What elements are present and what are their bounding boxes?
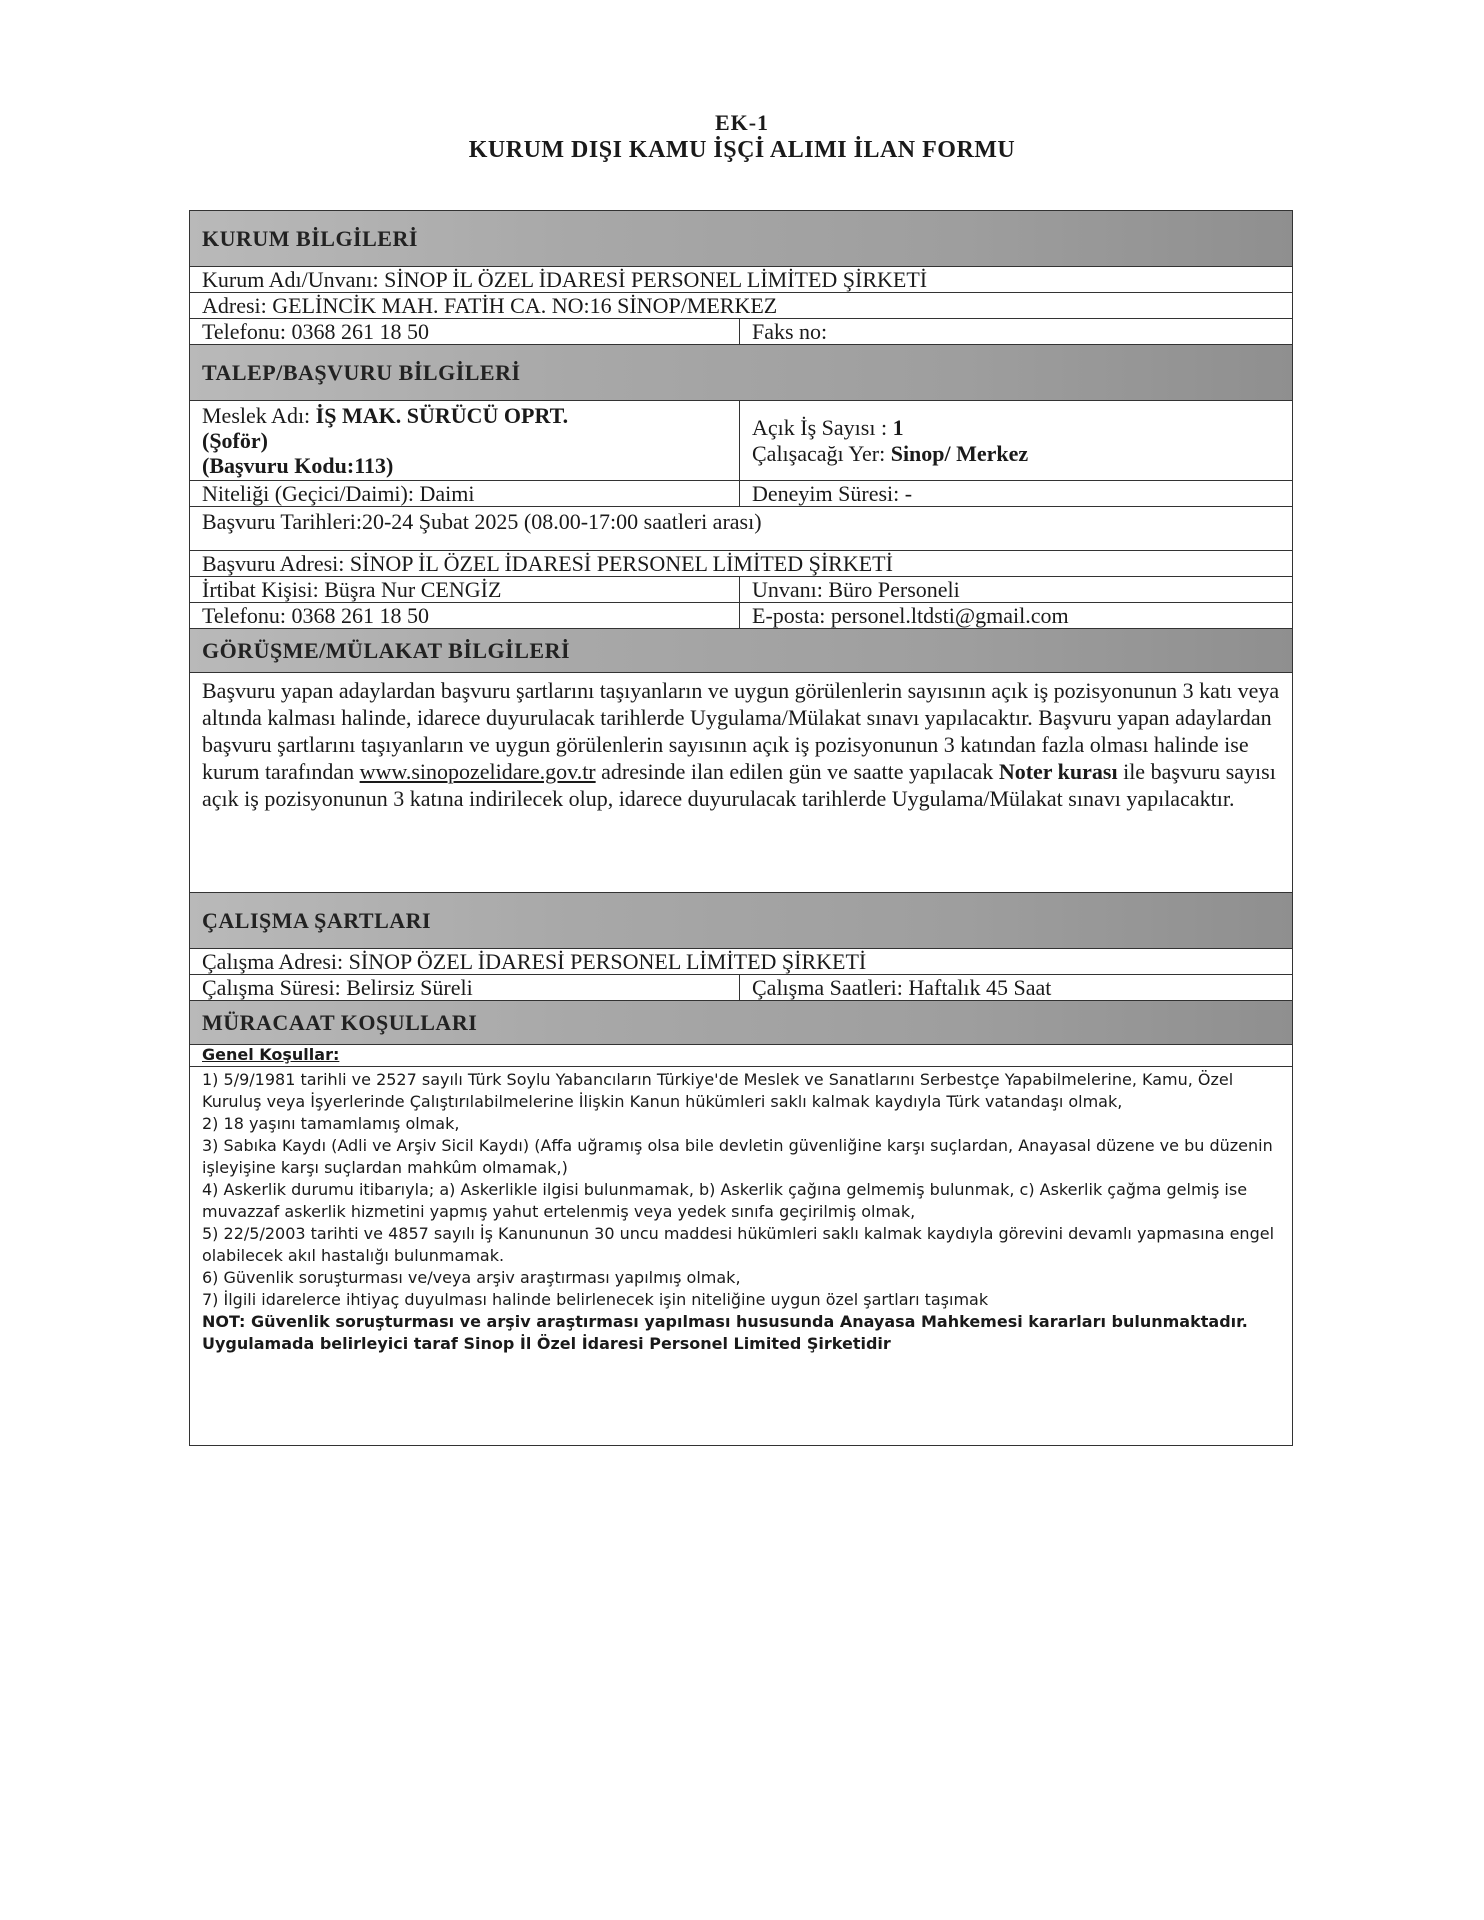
contact-email: E-posta: personel.ltdsti@gmail.com (752, 603, 1069, 628)
work-duration: Çalışma Süresi: Belirsiz Süreli (190, 975, 740, 1000)
website-link[interactable]: www.sinopozelidare.gov.tr (359, 759, 596, 784)
application-dates: Başvuru Tarihleri:20-24 Şubat 2025 (08.00-17:00 saatleri arası) (202, 509, 762, 534)
contact-phone: Telefonu: 0368 261 18 50 (190, 603, 740, 628)
application-form (189, 210, 1293, 1446)
condition-item: 1) 5/9/1981 tarihli ve 2527 sayılı Türk Soylu Yabancıların Türkiye'de Meslek ve Sanatlarını Serbestçe Yapabilmelerine, Kamu, Özel Kuruluş veya İşyerlerinde Çalıştırılabilmelerine İlişkin Kanun hükümleri saklı kalmak kaydıyla Türk vatandaşı olmak, (202, 1070, 1234, 1111)
condition-item: 3) Sabıka Kaydı (Adli ve Arşiv Sicil Kaydı) (Affa uğramış olsa bile devletin güvenliğine karşı suçlardan, Anayasal düzene ve bu düzenin işleyişine karşı suçlardan mahkûm olmamak,) (202, 1136, 1273, 1177)
section-title: KURUM BİLGİLERİ (202, 225, 418, 251)
section-muracaat-header (190, 1001, 1292, 1045)
work-hours: Çalışma Saatleri: Haftalık 45 Saat (752, 975, 1052, 1000)
job-cell (190, 401, 740, 480)
kurum-phone: Telefonu: 0368 261 18 50 (190, 319, 740, 344)
kurum-fax: Faks no: (752, 319, 828, 344)
condition-item: 7) İlgili idarelerce ihtiyaç duyulması halinde belirlenecek işin niteliğine uygun özel şartları taşımak (202, 1290, 989, 1309)
section-title: GÖRÜŞME/MÜLAKAT BİLGİLERİ (202, 637, 571, 663)
kurum-name: Kurum Adı/Unvanı: SİNOP İL ÖZEL İDARESİ PERSONEL LİMİTED ŞİRKETİ (202, 267, 928, 292)
condition-item: 6) Güvenlik soruşturması ve/veya arşiv araştırması yapılmış olmak, (202, 1268, 741, 1287)
contact-title: Unvanı: Büro Personeli (752, 577, 960, 602)
condition-item: 2) 18 yaşını tamamlamış olmak, (202, 1114, 460, 1133)
note-text: NOT: Güvenlik soruşturması ve arşiv araştırması yapılması hususunda Anayasa Mahkemesi kararları bulunmaktadır. Uygulamada belirleyici taraf Sinop İl Özel İdaresi Personel Limited Şirketidir (202, 1312, 1248, 1353)
work-address: Çalışma Adresi: SİNOP ÖZEL İDARESİ PERSONEL LİMİTED ŞİRKETİ (202, 949, 867, 974)
section-title: TALEP/BAŞVURU BİLGİLERİ (202, 359, 521, 385)
open-count-label: Açık İş Sayısı : (752, 415, 893, 440)
section-calisma-header (190, 893, 1292, 949)
job-subtitle: (Şoför) (202, 428, 268, 453)
condition-item: 4) Askerlik durumu itibarıyla; a) Askerlikle ilgisi bulunmamak, b) Askerlik çağına gelmemiş bulunmak, c) Askerlik çağma gelmiş ise muvazzaf askerlik hizmetini yapmış yahut ertelenmiş veya yedek sınıfa geçirilmiş olmak, (202, 1180, 1248, 1221)
job-label: Meslek Adı: (202, 403, 316, 428)
experience: Deneyim Süresi: - (752, 481, 913, 506)
section-title: MÜRACAAT KOŞULLARI (202, 1009, 478, 1035)
section-talep-header (190, 345, 1292, 401)
job-nature: Niteliği (Geçici/Daimi): Daimi (190, 481, 740, 506)
job-code: (Başvuru Kodu:113) (202, 453, 394, 478)
interview-text: Başvuru yapan adaylardan başvuru şartlarını taşıyanların ve uygun görülenlerin sayısının açık iş pozisyonunun 3 katı veya altında kalması halinde, idarece duyurulacak tarihlerde Uygulama/Mülakat sınavı yapılacaktır. Başvuru yapan adaylardan başvuru şartlarını taşıyanların ve uygun görülenlerin sayısının açık iş pozisyonunun 3 katından fazla olması halinde ise kurum tarafından www.sinopozelidare.gov.tr adresinde ilan edilen gün ve saatte yapılacak Noter kurası ile başvuru sayısı açık iş pozisyonunun 3 katına indirilecek olup, idarece duyurulacak tarihlerde Uygulama/Mülakat sınavı yapılacaktır. (202, 678, 1280, 811)
kurum-address: Adresi: GELİNCİK MAH. FATİH CA. NO:16 SİNOP/MERKEZ (202, 293, 778, 318)
page-title: KURUM DIŞI KAMU İŞÇİ ALIMI İLAN FORMU (468, 137, 1016, 163)
general-conditions-title: Genel Koşullar: (202, 1045, 340, 1064)
section-kurum-header (190, 211, 1292, 267)
section-gorusme-header (190, 629, 1292, 673)
annex-label: EK-1 (714, 110, 770, 135)
job-name: İŞ MAK. SÜRÜCÜ OPRT. (315, 403, 569, 428)
contact-person: İrtibat Kişisi: Büşra Nur CENGİZ (190, 577, 740, 602)
application-address: Başvuru Adresi: SİNOP İL ÖZEL İDARESİ PERSONEL LİMİTED ŞİRKETİ (202, 551, 893, 576)
condition-item: 5) 22/5/2003 tarihti ve 4857 sayılı İş Kanununun 30 uncu maddesi hükümleri saklı kalmak kaydıyla görevini devamlı yapmasına engel olabilecek akıl hastalığı bulunmamak. (202, 1224, 1275, 1265)
work-place-label: Çalışacağı Yer: (752, 441, 891, 466)
section-title: ÇALIŞMA ŞARTLARI (202, 907, 432, 933)
work-place-value: Sinop/ Merkez (890, 441, 1029, 466)
open-count-value: 1 (892, 415, 904, 440)
open-cell (740, 401, 1292, 480)
